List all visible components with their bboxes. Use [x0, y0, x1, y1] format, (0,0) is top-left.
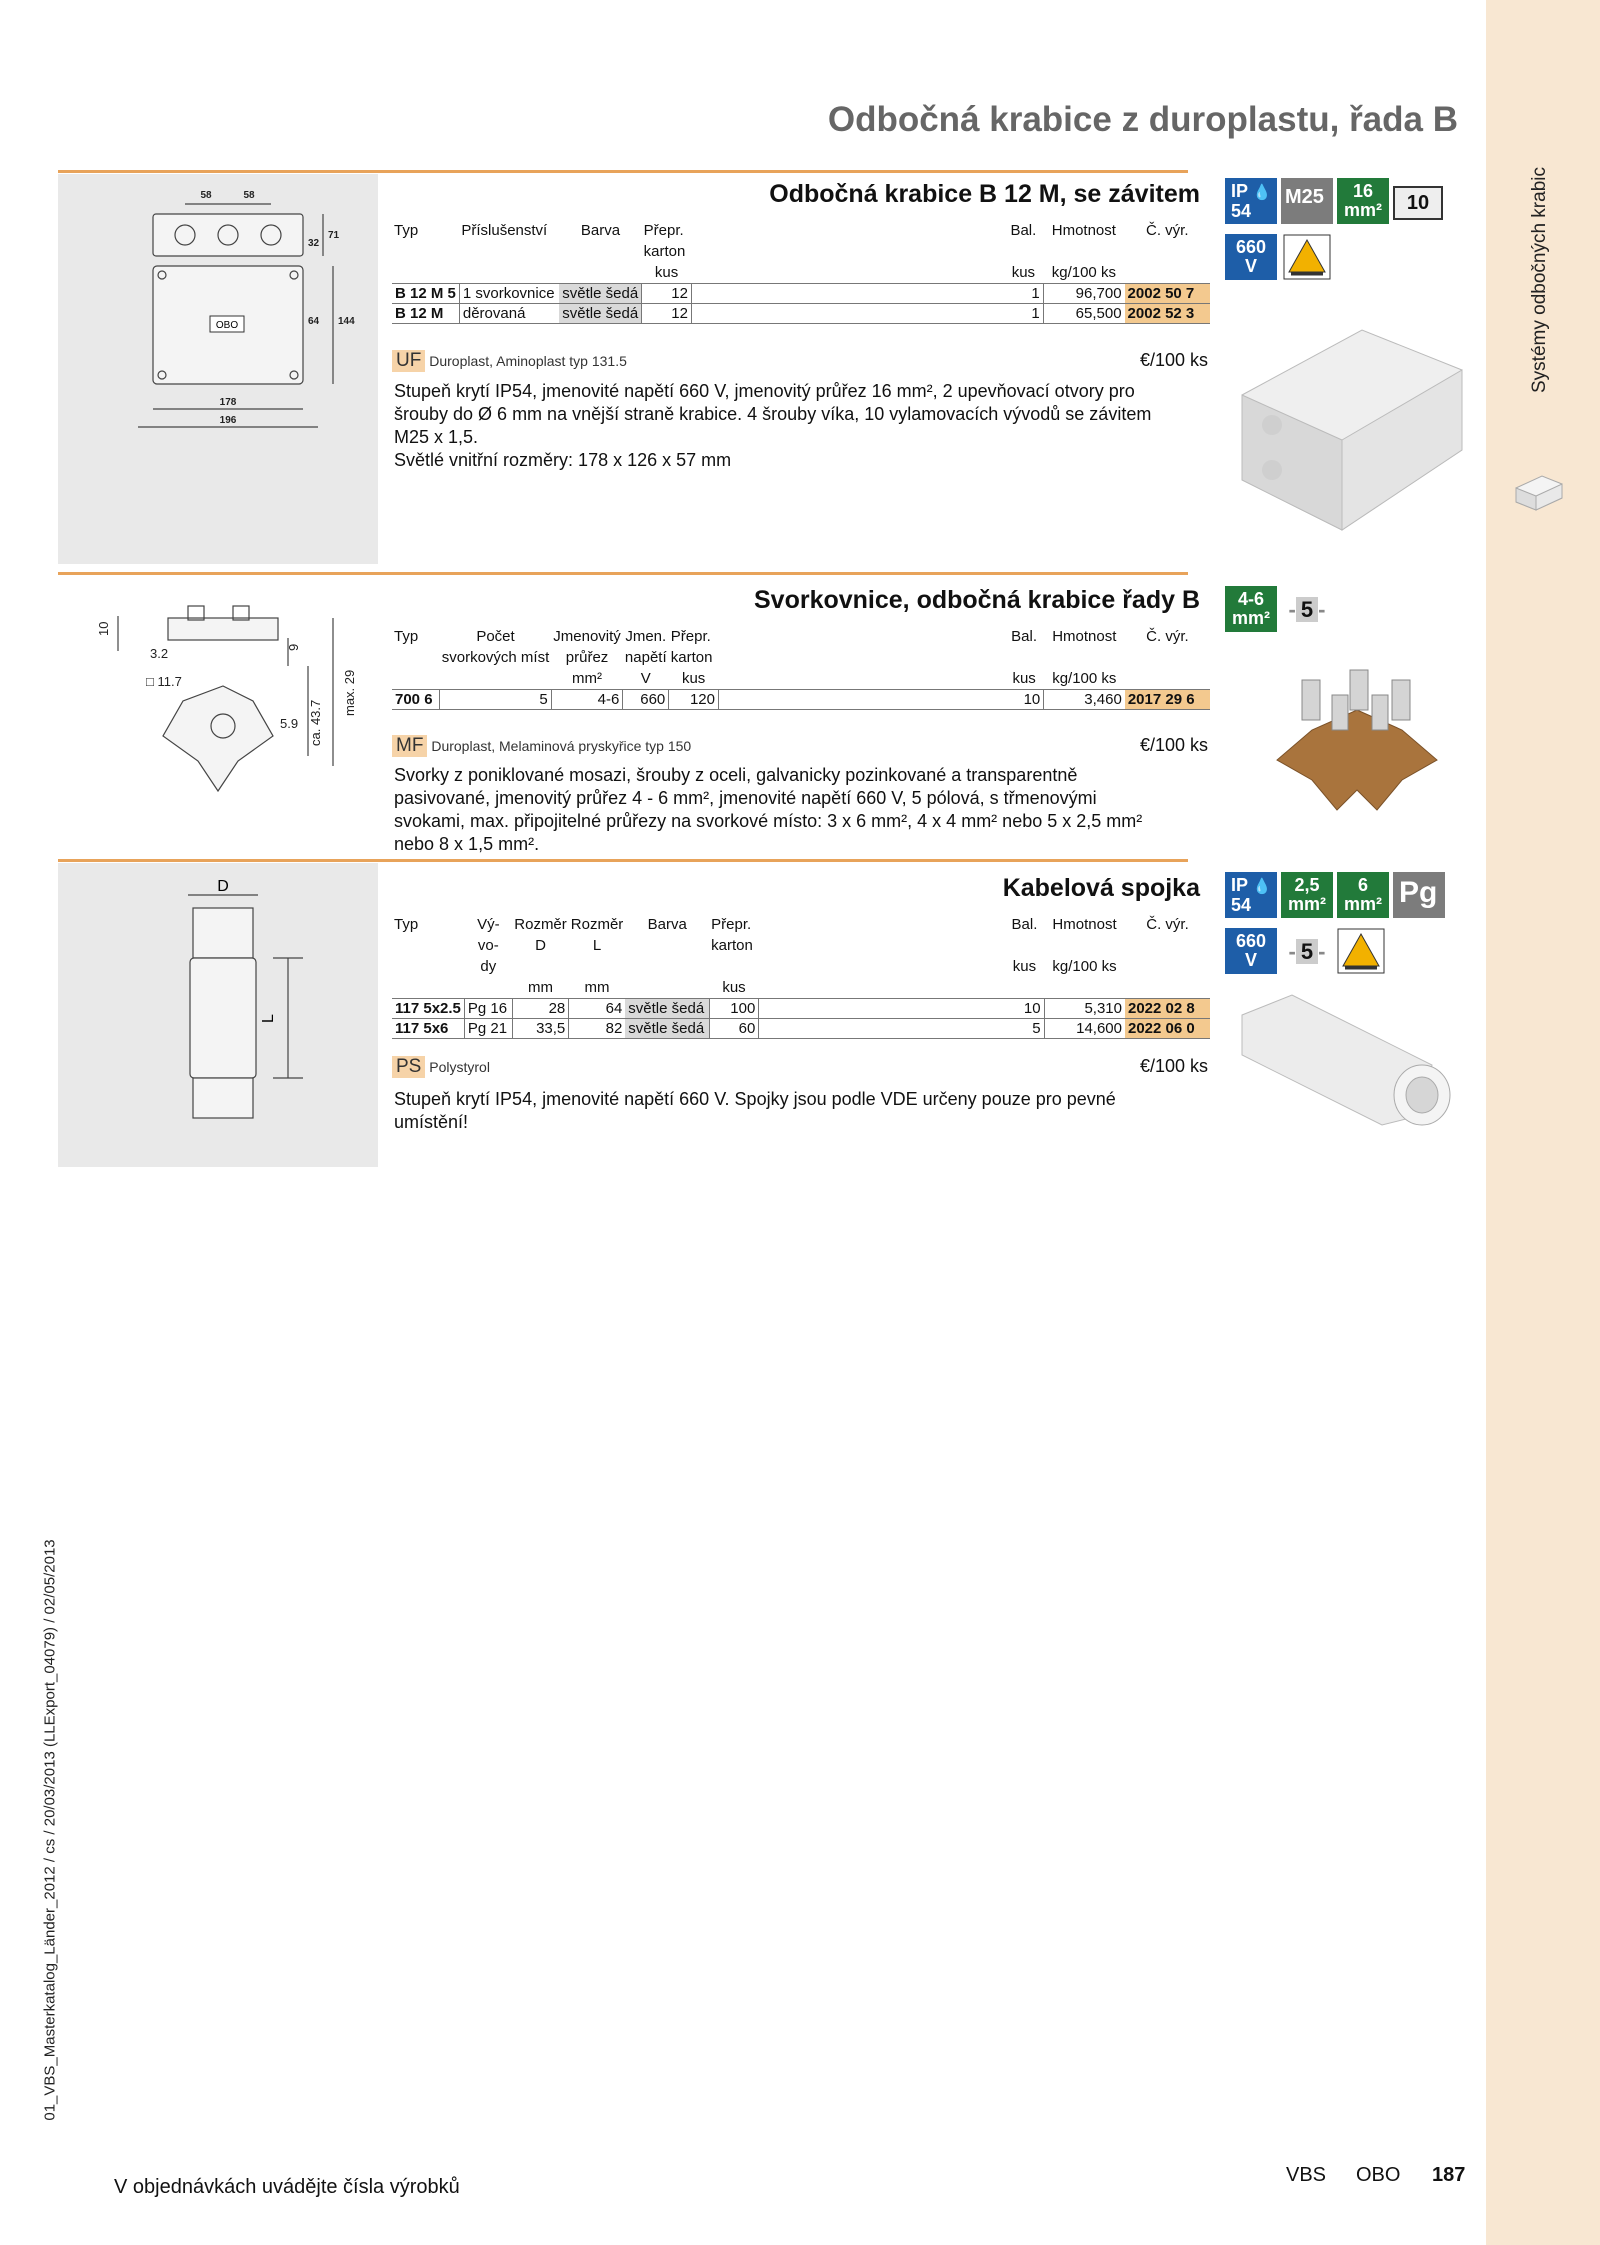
glow-wire-test-icon [1337, 928, 1385, 974]
footer-obo: OBO [1356, 2164, 1401, 2186]
cross-section-badge: 2,5 mm² [1281, 872, 1333, 918]
table-row: 117 5x6 Pg 21 33,5 82 světle šedá 60 5 14,600 2022 06 0 [392, 1019, 1210, 1039]
dim-label: 178 [219, 397, 237, 408]
knockouts-badge: 10 [1393, 186, 1443, 220]
material-text: Duroplast, Melaminová pryskyřice typ 150 [431, 738, 692, 754]
col-header: Typ [394, 628, 419, 645]
col-header: Jmenovitý [553, 628, 621, 645]
section-title: Odbočná krabice B 12 M, se závitem [769, 180, 1200, 208]
material-code: PS [392, 1056, 425, 1078]
section-title: Kabelová spojka [1002, 874, 1200, 902]
coupling-technical-drawing [58, 863, 378, 1167]
col-header: Bal. [1010, 222, 1037, 239]
table-row: 700 6 5 4-6 660 120 10 3,460 2017 29 6 [392, 690, 1210, 710]
ip54-badge: IP 💧 54 [1225, 872, 1277, 918]
col-header: Přepr. [711, 916, 752, 933]
drawing-logo: OBO [215, 320, 239, 331]
dim-label: 32 [308, 238, 320, 249]
dim-label: 3.2 [150, 646, 169, 661]
cross-section-badge: 16 mm² [1337, 178, 1389, 224]
page-title: Odbočná krabice z duroplastu, řada B [827, 100, 1458, 139]
material-line [392, 350, 627, 372]
cross-section-badge: 6 mm² [1337, 872, 1389, 918]
col-header: Jmen. [625, 628, 667, 645]
col-header: vo- [477, 937, 499, 954]
col-header: dy [480, 958, 497, 975]
dim-label: 144 [338, 316, 355, 327]
col-header: Vý- [477, 916, 500, 933]
junction-box-icon [1512, 470, 1566, 514]
ip54-badge: IP 💧 54 [1225, 178, 1277, 224]
product-description: Stupeň krytí IP54, jmenovité napětí 660 V, jmenovitý průřez 16 mm², 2 upevňovací otvory pro šrouby do Ø 6 mm na vnější straně krabice. 4 šrouby víka, 10 vylamovacích vývodů se závitem M25 x 1,5. Světlé vnitřní rozměry: 178 x 126 x 57 mm [394, 381, 1152, 470]
unit-label: kus [681, 670, 706, 687]
col-header: Bal. [1011, 916, 1038, 933]
col-header: Rozměr [570, 916, 624, 933]
unit-label: kg/100 ks [1052, 958, 1117, 975]
unit-label: kus [1012, 958, 1037, 975]
junction-box-photo [1232, 300, 1472, 550]
dim-label: □ 11.7 [146, 674, 182, 689]
product-table [392, 914, 1210, 1039]
box-technical-drawing [58, 174, 378, 564]
unit-label: kus [1011, 264, 1036, 281]
cable-coupling-photo [1232, 985, 1462, 1135]
section-title: Svorkovnice, odbočná krabice řady B [754, 586, 1200, 614]
unit-label: mm [528, 979, 554, 996]
col-header: karton [670, 649, 713, 666]
col-header: Barva [580, 222, 621, 239]
col-header: svorkových míst [441, 649, 550, 666]
col-header: Přepr. [670, 628, 711, 645]
glow-wire-test-icon [1283, 234, 1331, 280]
col-header: karton [643, 243, 686, 260]
section-rule [58, 170, 1188, 173]
col-header: Hmotnost [1052, 628, 1117, 645]
material-code: UF [392, 350, 425, 372]
col-header: Hmotnost [1052, 916, 1117, 933]
col-header: Typ [394, 222, 419, 239]
dim-label: D [217, 878, 229, 895]
price-unit: €/100 ks [1139, 350, 1208, 370]
sidebar-section-label: Systémy odbočných krabic [1529, 167, 1550, 393]
section-rule [58, 859, 1188, 862]
col-header: Barva [647, 916, 687, 933]
col-header: Počet [476, 628, 515, 645]
unit-label: kus [722, 979, 746, 996]
table-row: B 12 M 5 1 svorkovnice světle šedá 12 1 96,700 2002 50 7 [392, 284, 1210, 304]
terminal-technical-drawing [58, 576, 378, 854]
price-unit: €/100 ks [1139, 1056, 1208, 1076]
col-header: Hmotnost [1051, 222, 1116, 239]
poles-badge: - 5 - [1288, 939, 1326, 964]
unit-label: kg/100 ks [1052, 670, 1117, 687]
poles-badge: - 5 - [1288, 597, 1326, 622]
col-header: Č. výr. [1146, 628, 1189, 645]
cross-section-badge: 4-6 mm² [1225, 586, 1277, 632]
col-header: karton [711, 937, 753, 954]
material-text: Duroplast, Aminoplast typ 131.5 [429, 353, 627, 369]
unit-label: mm² [572, 670, 603, 687]
footer-vertical-meta: 01_VBS_Masterkatalog_Länder_2012 / cs / 20/03/2013 (LLExport_04079) / 02/05/2013 [41, 1539, 59, 2121]
unit-label: mm [584, 979, 610, 996]
col-header: Č. výr. [1146, 222, 1189, 239]
dim-label: 10 [96, 621, 111, 636]
col-header: Č. výr. [1146, 916, 1189, 933]
section-rule [58, 572, 1188, 575]
dim-label: 196 [219, 415, 237, 426]
col-header: průřez [565, 649, 609, 666]
voltage-badge: 660 V [1225, 928, 1277, 974]
col-header: Typ [394, 916, 419, 933]
col-header: Příslušenství [461, 222, 548, 239]
product-table [392, 626, 1210, 710]
dim-label: 58 [200, 190, 212, 201]
product-description: Svorky z poniklované mosazi, šrouby z oceli, galvanicky pozinkované a transparentně pasivované, jmenovitý průřez 4 - 6 mm², jmenovité napětí 660 V, 5 pólová, s třmenovými svokami, max. připojitelné průřezy na svorkové místo: 3 x 6 mm², 4 x 4 mm² nebo 5 x 2,5 mm² nebo 8 x 1,5 mm². [394, 765, 1143, 854]
dim-label: ca. 43.7 [308, 699, 323, 746]
footer-vbs: VBS [1286, 2164, 1327, 2186]
unit-label: kus [1012, 670, 1036, 687]
table-row: 117 5x2.5 Pg 16 28 64 světle šedá 100 10 5,310 2022 02 8 [392, 999, 1210, 1019]
dim-label: 9 [286, 643, 301, 651]
dim-label: L [260, 1014, 277, 1023]
page-number: 187 [1432, 2164, 1466, 2186]
product-table [392, 220, 1210, 324]
material-line [392, 735, 691, 757]
table-row: B 12 M děrovaná světle šedá 12 1 65,500 2002 52 3 [392, 304, 1210, 324]
col-header: Rozměr [514, 916, 567, 933]
product-description: Stupeň krytí IP54, jmenovité napětí 660 V. Spojky jsou podle VDE určeny pouze pro pevné umístění! [394, 1089, 1116, 1132]
col-header: napětí [624, 649, 667, 666]
material-line [392, 1056, 490, 1078]
col-header: Bal. [1011, 628, 1038, 645]
unit-label: V [640, 670, 651, 687]
pg-thread-badge: Pg [1393, 872, 1445, 918]
dim-label: 58 [243, 190, 255, 201]
dim-label: 71 [328, 230, 340, 241]
dim-label: max. 29 [342, 669, 357, 716]
unit-label: kg/100 ks [1051, 264, 1116, 281]
price-unit: €/100 ks [1139, 735, 1208, 755]
dim-label: 5.9 [280, 716, 299, 731]
col-header: D [535, 937, 546, 954]
col-header: L [592, 937, 602, 954]
terminal-block-photo [1262, 650, 1452, 820]
m25-badge: M25 [1281, 178, 1333, 224]
col-header: Přepr. [643, 222, 684, 239]
voltage-badge: 660 V [1225, 234, 1277, 280]
unit-label: kus [654, 264, 679, 281]
material-code: MF [392, 735, 427, 757]
dim-label: 64 [308, 316, 320, 327]
material-text: Polystyrol [429, 1059, 490, 1075]
order-note: V objednávkách uvádějte čísla výrobků [114, 2176, 460, 2198]
